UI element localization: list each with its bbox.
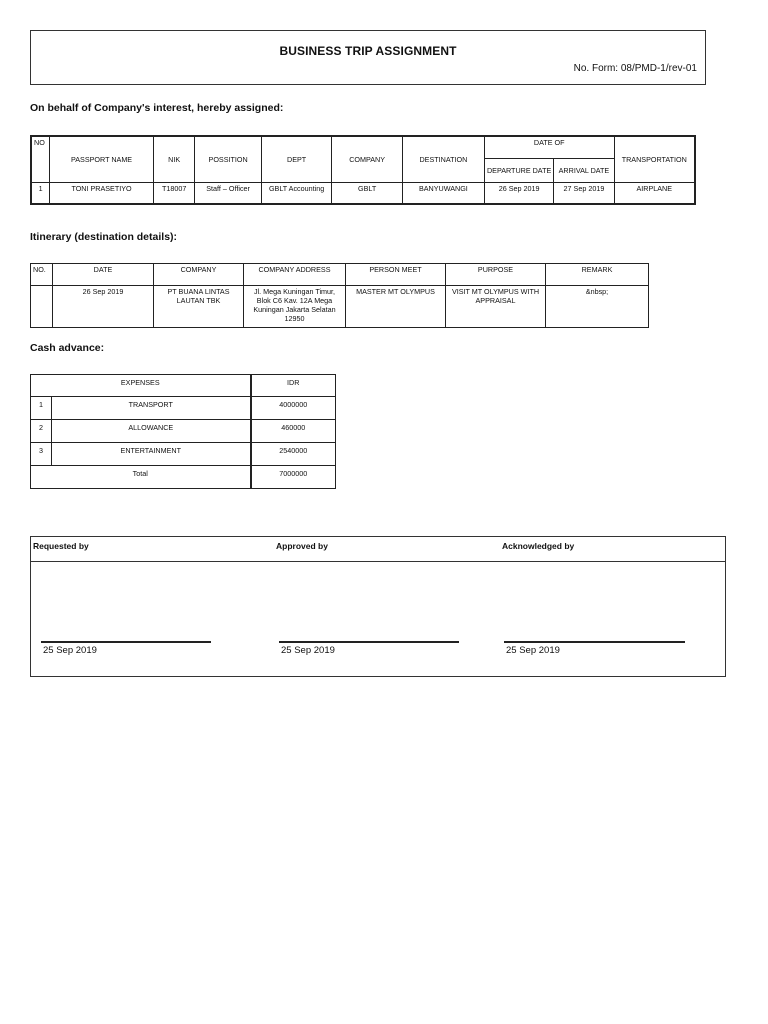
- approved-signature-line: [279, 641, 459, 643]
- assignment-table: [30, 135, 696, 205]
- cash-cell-idr: 2540000: [251, 443, 336, 466]
- header-nik: NIK: [153, 136, 195, 182]
- itin-cell-company: PT BUANA LINTAS LAUTAN TBK: [154, 286, 244, 328]
- form-header: [30, 30, 706, 85]
- header-dept: DEPT: [261, 136, 332, 182]
- cell-company: GBLT: [332, 182, 403, 204]
- itin-header-company: COMPANY: [154, 264, 244, 286]
- itin-cell-person-meet: MASTER MT OLYMPUS: [346, 286, 446, 328]
- itin-header-address: COMPANY ADDRESS: [244, 264, 346, 286]
- cell-dept: GBLT Accounting: [261, 182, 332, 204]
- cash-header-idr: IDR: [251, 375, 336, 397]
- assignment-intro: On behalf of Company's interest, hereby assigned:: [30, 102, 284, 114]
- cell-nik: T18007: [153, 182, 195, 204]
- acknowledged-signature-line: [504, 641, 685, 643]
- cash-total-label: Total: [31, 466, 251, 489]
- approved-by-label: Approved by: [276, 541, 328, 551]
- cell-arrival: 27 Sep 2019: [554, 182, 614, 204]
- header-transportation: TRANSPORTATION: [614, 136, 695, 182]
- cash-advance-table: [30, 374, 336, 489]
- table-row: [31, 397, 336, 420]
- header-date-of: DATE OF: [484, 136, 614, 158]
- document-title: BUSINESS TRIP ASSIGNMENT: [279, 44, 457, 58]
- cash-cell-item: ENTERTAINMENT: [52, 443, 251, 466]
- cash-cell-no: 2: [31, 420, 52, 443]
- cell-position: Staff – Officer: [195, 182, 261, 204]
- table-row: [31, 182, 695, 204]
- cash-cell-item: TRANSPORT: [52, 397, 251, 420]
- cash-cell-no: 1: [31, 397, 52, 420]
- header-company: COMPANY: [332, 136, 403, 182]
- cash-total-value: 7000000: [251, 466, 336, 489]
- table-row: [31, 420, 336, 443]
- itin-header-purpose: PURPOSE: [446, 264, 546, 286]
- cash-cell-no: 3: [31, 443, 52, 466]
- requested-by-label: Requested by: [33, 541, 89, 551]
- table-row: [31, 443, 336, 466]
- itin-cell-date: 26 Sep 2019: [53, 286, 154, 328]
- cash-header-expenses: EXPENSES: [31, 375, 251, 397]
- table-row: [31, 286, 649, 328]
- cash-cell-item: ALLOWANCE: [52, 420, 251, 443]
- header-passport-name: PASSPORT NAME: [50, 136, 154, 182]
- itin-header-no: NO.: [31, 264, 53, 286]
- signature-box: [30, 536, 726, 677]
- signature-header: [31, 537, 725, 562]
- acknowledged-by-label: Acknowledged by: [502, 541, 575, 551]
- cash-advance-label: Cash advance:: [30, 342, 105, 354]
- cell-no: 1: [31, 182, 50, 204]
- header-no: NO: [31, 136, 50, 182]
- header-destination: DESTINATION: [402, 136, 484, 182]
- header-position: POSSITION: [195, 136, 261, 182]
- cell-departure: 26 Sep 2019: [484, 182, 554, 204]
- itin-header-remark: REMARK: [546, 264, 649, 286]
- cash-total-row: [31, 466, 336, 489]
- acknowledged-date: 25 Sep 2019: [506, 645, 560, 656]
- requested-signature-line: [41, 641, 211, 643]
- itin-header-person-meet: PERSON MEET: [346, 264, 446, 286]
- itinerary-label: Itinerary (destination details):: [30, 231, 178, 243]
- itin-cell-address: Jl. Mega Kuningan Timur, Blok C6 Kav. 12A Mega Kuningan Jakarta Selatan 12950: [244, 286, 346, 328]
- requested-date: 25 Sep 2019: [43, 645, 97, 656]
- itin-cell-no: [31, 286, 53, 328]
- cell-transportation: AIRPLANE: [614, 182, 695, 204]
- cell-passport-name: TONI PRASETIYO: [50, 182, 154, 204]
- header-departure-date: DEPARTURE DATE: [484, 158, 554, 182]
- cell-destination: BANYUWANGI: [402, 182, 484, 204]
- cash-cell-idr: 460000: [251, 420, 336, 443]
- itin-header-date: DATE: [53, 264, 154, 286]
- cash-cell-idr: 4000000: [251, 397, 336, 420]
- approved-date: 25 Sep 2019: [281, 645, 335, 656]
- itin-cell-remark: &nbsp;: [546, 286, 649, 328]
- itinerary-table: [30, 263, 649, 328]
- itin-cell-purpose: VISIT MT OLYMPUS WITH APPRAISAL: [446, 286, 546, 328]
- header-arrival-date: ARRIVAL DATE: [554, 158, 614, 182]
- form-number: No. Form: 08/PMD-1/rev-01: [573, 63, 697, 74]
